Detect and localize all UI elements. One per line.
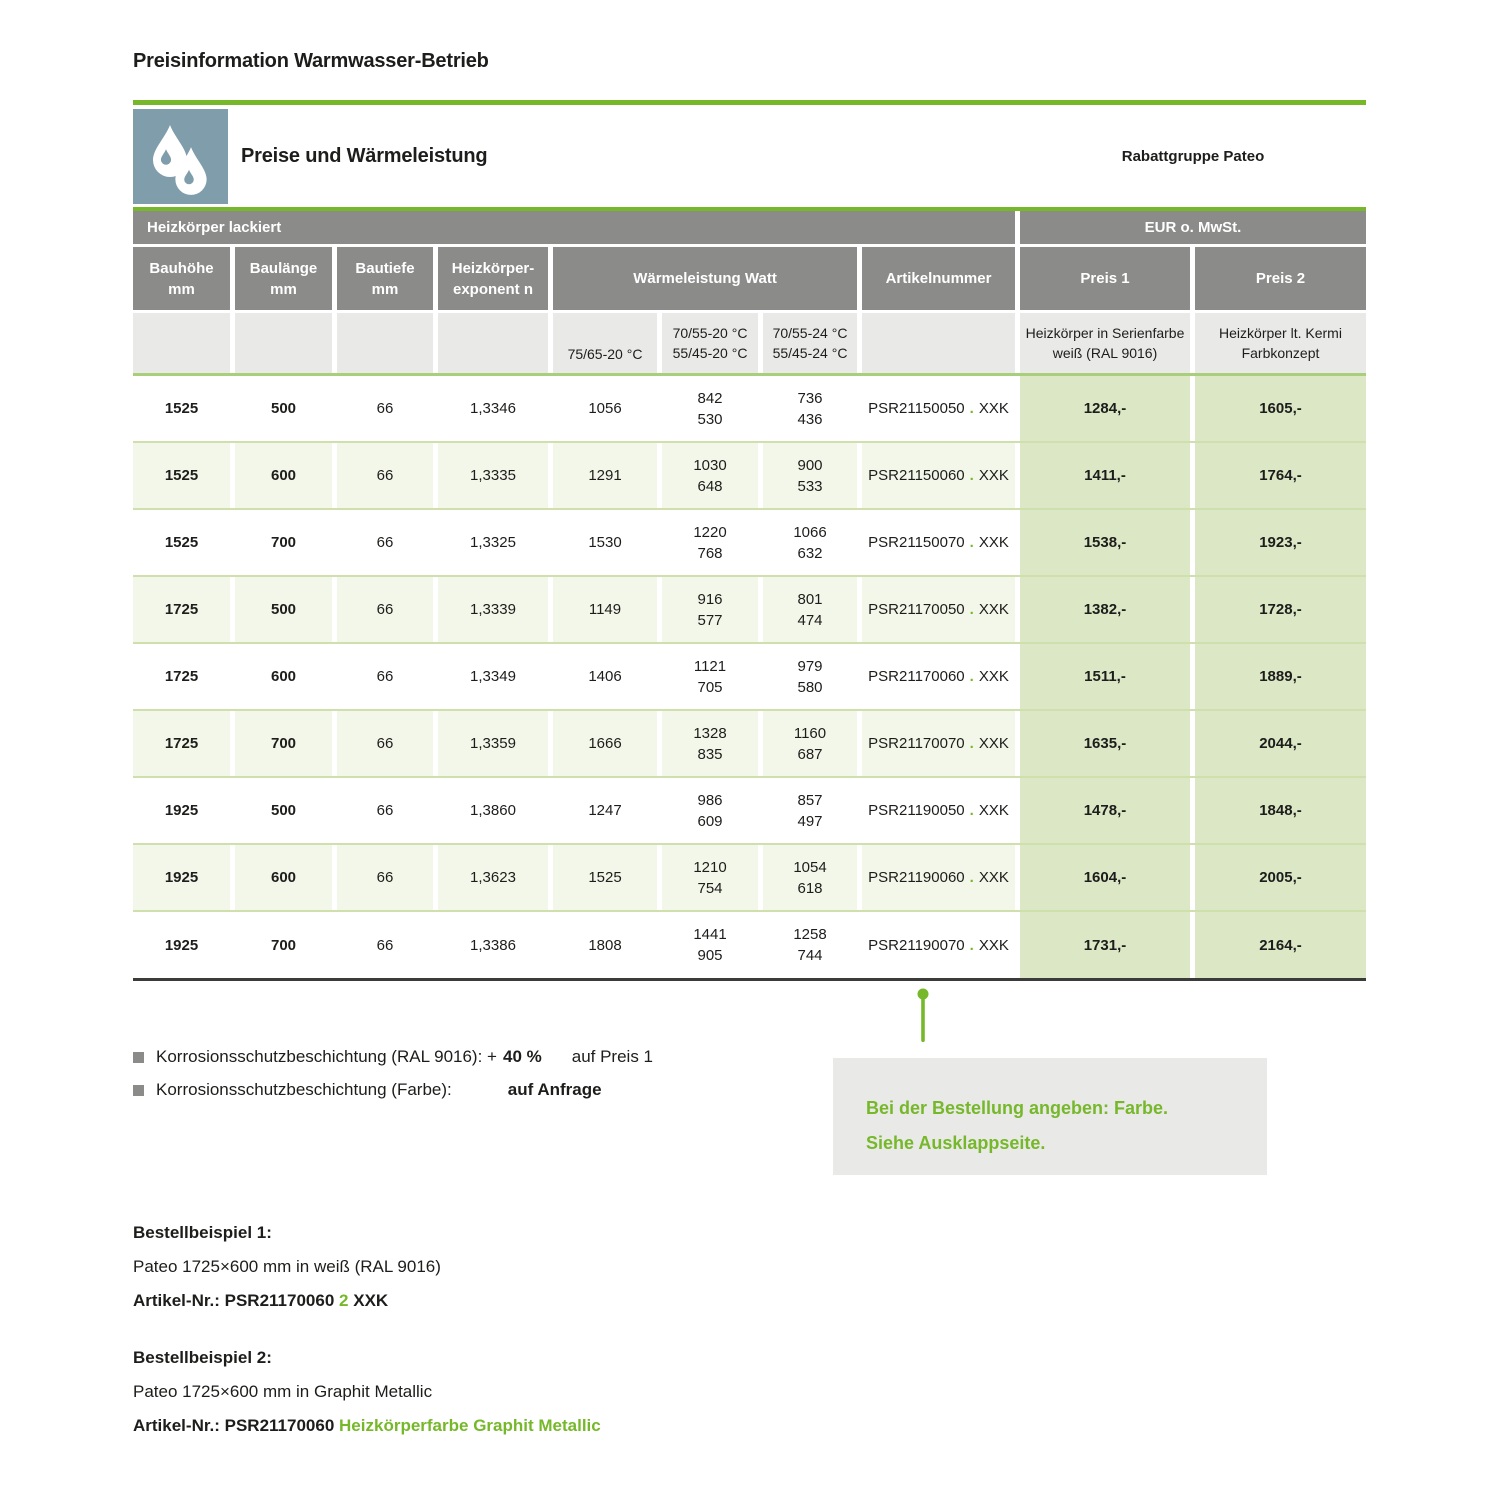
cell-baulaenge: 500 [235,577,332,642]
col-header-baulaenge: Baulänge mm [235,247,332,310]
green-dot: . [969,869,974,886]
cell-bauhoehe: 1725 [133,711,230,776]
cell-watt-70-55-24: 1066 632 [763,510,857,575]
cell-watt-75-65: 1291 [553,443,657,508]
cell-exponent: 1,3359 [438,711,548,776]
cell-preis-1: 1411,- [1020,443,1190,508]
callout-line-1: Bei der Bestellung angeben: Farbe. [866,1098,1169,1118]
col-header-bauhoehe: Bauhöhe mm [133,247,230,310]
example-title: Bestellbeispiel 2: [133,1348,272,1367]
cell-bautiefe: 66 [337,912,433,978]
table-row [133,376,1366,443]
subheader-preis-2-desc: Heizkörper lt. Kermi Farbkonzept [1195,313,1366,373]
subheader-preis-1-desc: Heizkörper in Serienfarbe weiß (RAL 9016) [1020,313,1190,373]
cell-watt-70-55-20: 1220 768 [662,510,758,575]
band-heizkoerper-lackiert: Heizkörper lackiert [133,211,1015,244]
cell-preis-1: 1478,- [1020,778,1190,843]
cell-bauhoehe: 1925 [133,778,230,843]
band-eur-o-mwst: EUR o. MwSt. [1020,211,1366,244]
cell-preis-1: 1382,- [1020,577,1190,642]
cell-bautiefe: 66 [337,711,433,776]
table-row [133,912,1366,978]
subheader-temp-70-55-24: 70/55-24 °C 55/45-24 °C [763,313,857,373]
cell-exponent: 1,3346 [438,376,548,441]
article-color-name: Heizkörperfarbe Graphit Metallic [339,1416,601,1435]
cell-exponent: 1,3339 [438,577,548,642]
section-title: Preise und Wärmeleistung [241,145,488,167]
cell-exponent: 1,3386 [438,912,548,978]
cell-bauhoehe: 1725 [133,644,230,709]
cell-artikelnummer: PSR21190060 . XXK [862,845,1015,910]
color-code-marker [133,981,1366,1043]
cell-preis-1: 1731,- [1020,912,1190,978]
subheader-empty [438,313,548,373]
subheader-empty [862,313,1015,373]
table-row [133,577,1366,644]
green-dot: . [969,668,974,685]
table-body [133,376,1366,978]
table-row [133,711,1366,778]
cell-bauhoehe: 1525 [133,443,230,508]
table-subheader-row [133,313,1366,373]
col-header-waermeleistung: Wärmeleistung Watt [553,247,857,310]
green-dot: . [969,400,974,417]
cell-watt-70-55-20: 1441 905 [662,912,758,978]
cell-preis-2: 1889,- [1195,644,1366,709]
cell-preis-2: 2044,- [1195,711,1366,776]
order-callout-box [833,1058,1267,1175]
cell-watt-70-55-24: 1258 744 [763,912,857,978]
green-dot: . [969,802,974,819]
table-header-row [133,247,1366,310]
cell-watt-70-55-24: 1054 618 [763,845,857,910]
green-dot: . [969,936,974,954]
cell-preis-1: 1604,- [1020,845,1190,910]
cell-baulaenge: 500 [235,376,332,441]
cell-watt-70-55-24: 801 474 [763,577,857,642]
example-description: Pateo 1725×600 mm in Graphit Metallic [133,1382,433,1401]
cell-exponent: 1,3349 [438,644,548,709]
cell-watt-75-65: 1149 [553,577,657,642]
cell-preis-2: 1764,- [1195,443,1366,508]
cell-watt-70-55-20: 986 609 [662,778,758,843]
cell-bautiefe: 66 [337,845,433,910]
callout-line-2: Siehe Ausklappseite. [866,1133,1046,1153]
cell-bautiefe: 66 [337,510,433,575]
cell-watt-70-55-20: 842 530 [662,376,758,441]
cell-exponent: 1,3623 [438,845,548,910]
table-row [133,510,1366,577]
example-article-number: Artikel-Nr.: PSR21170060 Heizkörperfarbe Graphit Metallic [133,1416,601,1435]
example-article-number: Artikel-Nr.: PSR21170060 2 XXK [133,1291,389,1310]
article-color-code: 2 [339,1291,349,1310]
cell-baulaenge: 700 [235,711,332,776]
note-corrosion-farbe: Korrosionsschutzbeschichtung (Farbe): auf Anfrage [133,1080,1366,1100]
notes-and-callout [133,1043,1366,1177]
cell-bauhoehe: 1925 [133,845,230,910]
green-dot: . [969,601,974,618]
cell-bauhoehe: 1925 [133,912,230,978]
cell-bautiefe: 66 [337,443,433,508]
cell-watt-70-55-24: 900 533 [763,443,857,508]
cell-watt-70-55-24: 1160 687 [763,711,857,776]
cell-artikelnummer: PSR21170060 . XXK [862,644,1015,709]
cell-artikelnummer: PSR21190070 . XXK [862,912,1015,978]
cell-artikelnummer: PSR21150060 . XXK [862,443,1015,508]
cell-watt-75-65: 1666 [553,711,657,776]
water-drops-icon [133,109,228,204]
cell-baulaenge: 600 [235,644,332,709]
cell-baulaenge: 700 [235,912,332,978]
cell-exponent: 1,3335 [438,443,548,508]
col-header-preis-2: Preis 2 [1195,247,1366,310]
section-header [133,109,1366,204]
subheader-temp-70-55-20: 70/55-20 °C 55/45-20 °C [662,313,758,373]
col-header-exponent: Heizkörper- exponent n [438,247,548,310]
cell-preis-2: 1728,- [1195,577,1366,642]
cell-bauhoehe: 1525 [133,376,230,441]
cell-preis-1: 1284,- [1020,376,1190,441]
cell-bautiefe: 66 [337,577,433,642]
cell-watt-70-55-20: 1328 835 [662,711,758,776]
cell-watt-70-55-20: 1030 648 [662,443,758,508]
example-description: Pateo 1725×600 mm in weiß (RAL 9016) [133,1257,441,1276]
cell-preis-1: 1538,- [1020,510,1190,575]
cell-preis-2: 1605,- [1195,376,1366,441]
cell-artikelnummer: PSR21150070 . XXK [862,510,1015,575]
cell-artikelnummer: PSR21170070 . XXK [862,711,1015,776]
cell-preis-2: 1923,- [1195,510,1366,575]
square-bullet-icon [133,1052,144,1063]
cell-watt-75-65: 1406 [553,644,657,709]
col-header-preis-1: Preis 1 [1020,247,1190,310]
cell-baulaenge: 600 [235,845,332,910]
example-title: Bestellbeispiel 1: [133,1223,272,1242]
cell-bautiefe: 66 [337,376,433,441]
cell-baulaenge: 700 [235,510,332,575]
order-example-2 [133,1348,1366,1436]
subheader-temp-75-65: 75/65-20 °C [553,313,657,373]
cell-baulaenge: 600 [235,443,332,508]
green-dot: . [969,534,974,551]
order-examples [133,1223,1366,1436]
cell-watt-70-55-20: 1210 754 [662,845,758,910]
cell-bauhoehe: 1725 [133,577,230,642]
cell-watt-70-55-24: 857 497 [763,778,857,843]
col-header-artikelnummer: Artikelnummer [862,247,1015,310]
table-row [133,778,1366,845]
cell-watt-70-55-24: 979 580 [763,644,857,709]
cell-watt-75-65: 1247 [553,778,657,843]
cell-bautiefe: 66 [337,778,433,843]
cell-watt-75-65: 1056 [553,376,657,441]
cell-exponent: 1,3860 [438,778,548,843]
subheader-empty [337,313,433,373]
cell-watt-75-65: 1530 [553,510,657,575]
cell-watt-70-55-20: 1121 705 [662,644,758,709]
subheader-empty [235,313,332,373]
discount-group-label: Rabattgruppe Pateo [1121,148,1265,165]
order-example-1 [133,1223,1366,1311]
cell-watt-70-55-24: 736 436 [763,376,857,441]
note-corrosion-ral9016: Korrosionsschutzbeschichtung (RAL 9016): + 40 % auf Preis 1 [133,1047,1366,1067]
green-divider-top [133,100,1366,105]
page-title: Preisinformation Warmwasser-Betrieb [133,50,489,72]
green-dot: . [969,467,974,484]
cell-artikelnummer: PSR21150050 . XXK [862,376,1015,441]
cell-baulaenge: 500 [235,778,332,843]
page [133,0,1366,1436]
cell-bautiefe: 66 [337,644,433,709]
cell-artikelnummer: PSR21170050 . XXK [862,577,1015,642]
cell-exponent: 1,3325 [438,510,548,575]
cell-bauhoehe: 1525 [133,510,230,575]
cell-preis-1: 1511,- [1020,644,1190,709]
subheader-empty [133,313,230,373]
cell-watt-75-65: 1525 [553,845,657,910]
table-row [133,443,1366,510]
cell-preis-2: 2164,- [1195,912,1366,978]
cell-watt-75-65: 1808 [553,912,657,978]
cell-watt-70-55-20: 916 577 [662,577,758,642]
table-row [133,845,1366,912]
table-row [133,644,1366,711]
price-table [133,211,1366,981]
cell-preis-1: 1635,- [1020,711,1190,776]
cell-artikelnummer: PSR21190050 . XXK [862,778,1015,843]
table-band-row [133,211,1366,244]
square-bullet-icon [133,1085,144,1096]
green-dot: . [969,735,974,752]
cell-preis-2: 2005,- [1195,845,1366,910]
cell-preis-2: 1848,- [1195,778,1366,843]
col-header-bautiefe: Bautiefe mm [337,247,433,310]
